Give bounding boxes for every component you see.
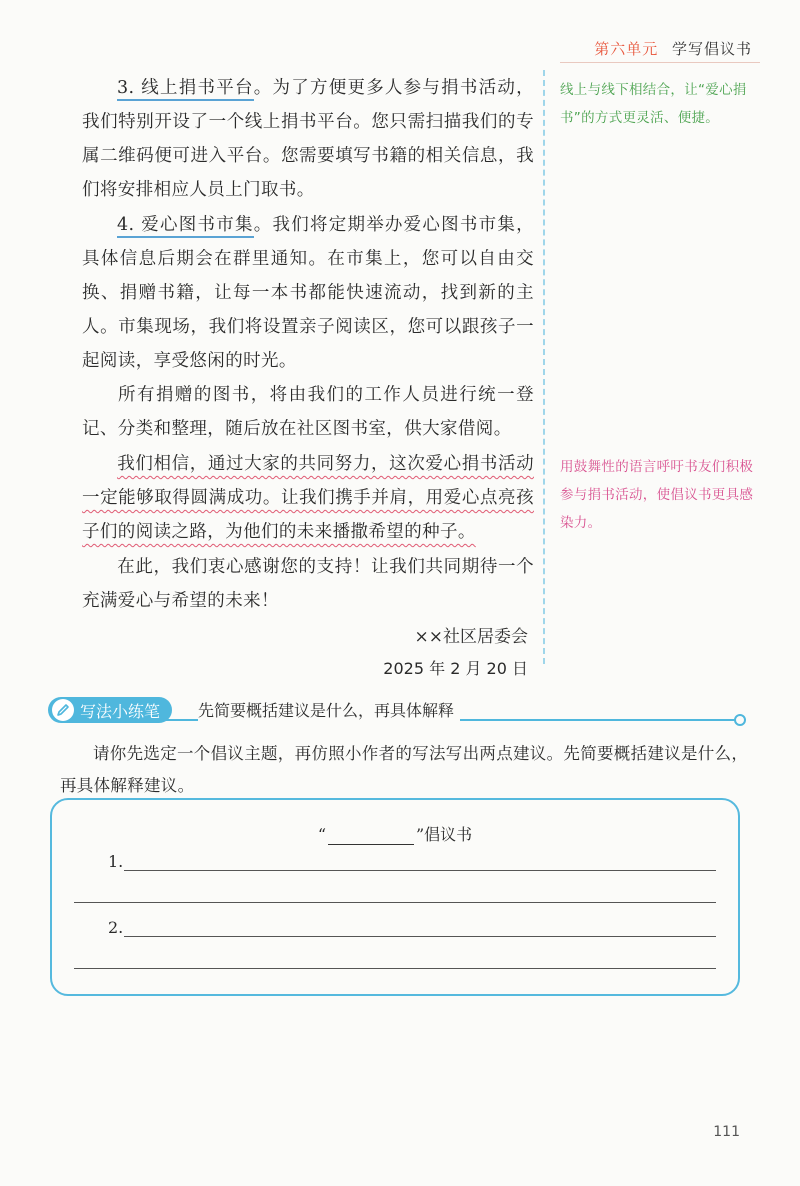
item-1-label: 1. (108, 852, 124, 871)
badge-label: 写法小练笔 (80, 701, 161, 721)
margin-divider (543, 70, 545, 664)
paragraph-registration (82, 378, 534, 446)
title-close-quote: ”倡议书 (416, 825, 473, 844)
proposal-title (52, 822, 738, 845)
signature: ××社区居委会 (414, 627, 528, 647)
text-online-platform: 。为了方便更多人参与捐书活动，我们特别开设了一个线上捐书平台。您只需扫描我们的专属二维码便可进入平台。您需要填写书籍的相关信息，我们将安排相应人员上门取书。 (82, 78, 535, 200)
text-book-market: 。我们将定期举办爱心图书市集，具体信息后期会在群里通知。在市集上，您可以自由交换、捐赠书籍，让每一本书都能快速流动，找到新的主人。市集现场，我们将设置亲子阅读区，您可以跟孩子一起阅读，享受悠闲的时光。 (82, 215, 535, 371)
text-thanks: 在此，我们衷心感谢您的支持！让我们共同期待一个充满爱心与希望的未来！ (82, 557, 534, 611)
page-number: 111 (713, 1124, 740, 1140)
item-2-label: 2. (108, 918, 124, 937)
text-registration: 所有捐赠的图书，将由我们的工作人员进行统一登记、分类和整理，随后放在社区图书室，供大家借阅。 (82, 385, 534, 439)
answer-line-1b[interactable] (74, 902, 716, 903)
paragraph-book-market (82, 208, 534, 378)
title-blank[interactable] (328, 828, 414, 845)
title-open-quote: “ (317, 825, 326, 844)
pen-icon (52, 699, 74, 721)
section-rule-end-dot (734, 714, 746, 726)
section-subtitle: 先简要概括建议是什么，再具体解释 (198, 698, 460, 721)
instruction-text: 请你先选定一个倡议主题，再仿照小作者的写法写出两点建议。先简要概括建议是什么，再具体解释建议。 (60, 744, 749, 795)
margin-note-pink: 用鼓舞性的语言呼吁书友们积极参与捐书活动，使倡议书更具感染力。 (560, 459, 754, 531)
unit-label: 第六单元 (594, 40, 659, 58)
page-header (594, 38, 752, 59)
writing-practice-bar (48, 697, 748, 729)
paragraph-thanks (82, 550, 534, 618)
date: 2025 年 2 月 20 日 (383, 659, 528, 678)
exercise-instruction (60, 738, 750, 802)
writing-practice-badge (48, 697, 172, 723)
answer-line-2b[interactable] (74, 968, 716, 969)
answer-line-2a[interactable] (124, 936, 716, 937)
answer-line-1a[interactable] (124, 870, 716, 871)
margin-note-green: 线上与线下相结合，让“爱心捐书”的方式更灵活、便捷。 (560, 82, 747, 126)
highlight-belief: 我们相信，通过大家的共同努力，这次爱心捐书活动一定能够取得圆满成功。让我们携手并肩，用爱心点亮孩子们的阅读之路，为他们的未来播撒希望的种子。 (82, 454, 534, 542)
heading-online-platform: 3. 线上捐书平台 (117, 78, 254, 101)
paragraph-online-platform (82, 71, 534, 207)
heading-book-market: 4. 爱心图书市集 (117, 215, 254, 238)
paragraph-belief (82, 447, 534, 549)
answer-box[interactable] (50, 798, 740, 996)
header-rule (560, 62, 760, 63)
topic-label: 学写倡议书 (671, 40, 752, 58)
